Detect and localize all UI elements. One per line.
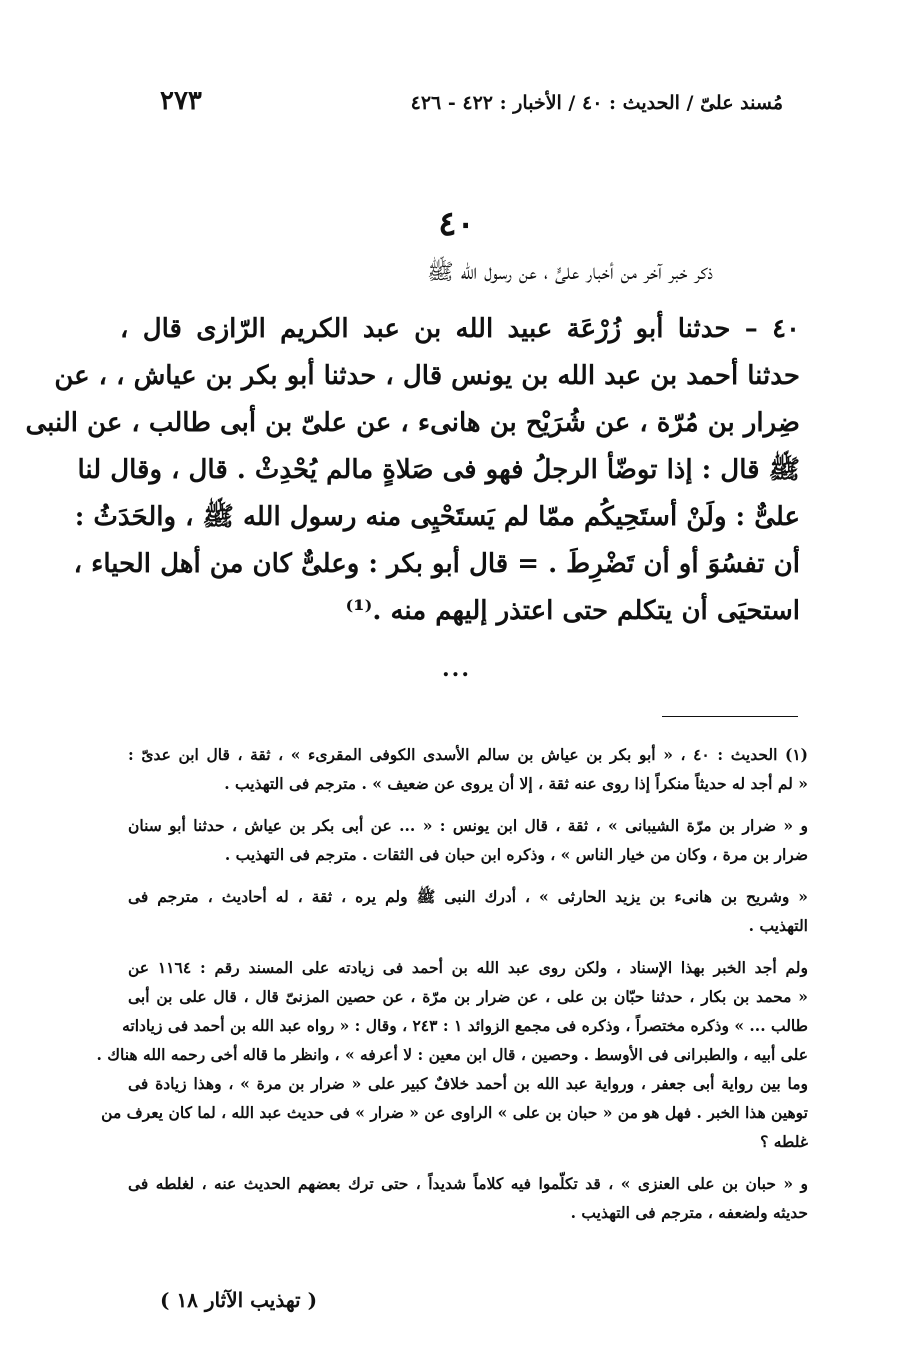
hadith-line: علىٌّ : ولَنْ أستَحِيكُم ممّا لم يَستَحْيِى منه رسول الله ﷺ ، والحَدَثُ : — [74, 502, 800, 532]
footnote-line: (١) الحديث : ٤٠ ، « أبو بكر بن عياش بن سالم الأسدى الكوفى المقرىء » ، ثقة ، قال ابن عدىّ : — [128, 745, 809, 764]
hadith-line: ٤٠ – حدثنا أبو زُرْعَة عبيد الله بن عبد الكريم الرّازى قال ، — [120, 314, 800, 344]
footnotes — [96, 740, 809, 1227]
footnote-line: « وشريح بن هانىء بن يزيد الحارثى » ، أدرك النبى ﷺ ولم يره ، ثقة ، له أحاديث ، مترجم فى — [128, 887, 808, 906]
footnote-line: توهين هذا الخبر . فهل هو من « حبان بن على » الراوى عن « ضرار » فى حديث عبد الله ، لما كان يعرف من — [101, 1103, 808, 1122]
footnote-line: وما بين رواية أبى جعفر ، ورواية عبد الله بن أحمد خلافٌ كبير على « ضرار بن مرة » ، وهذا زيادة فى — [128, 1074, 808, 1093]
running-title: مُسند علىّ / الحديث : ٤٠ / الأخبار : ٤٢٢ - ٤٢٦ — [410, 92, 783, 114]
hadith-text — [25, 306, 800, 635]
footnote-line: و « حبان بن على العنزى » ، قد تكلّموا فيه كلاماً شديداً ، حتى ترك بعضهم الحديث عنه ، لغلطه فى — [128, 1174, 808, 1193]
page-number: ٢٧٣ — [160, 86, 202, 116]
footnote-line: طالب ... » وذكره مختصراً ، وذكره فى مجمع الزوائد ١ : ٢٤٣ ، وقال : « رواه عبد الله بن أحمد فى زياداته — [122, 1016, 808, 1035]
footnote-divider — [662, 716, 798, 717]
hadith-line: ضِرار بن مُرّة ، عن شُرَيْح بن هانىء ، عن علىّ بن أبى طالب ، عن النبى — [25, 408, 800, 438]
footnote-line: « محمد بن بكار ، حدثنا حبّان بن على ، عن ضرار بن مرّة ، عن حصين المزنىّ قال ، قال على بن أبى — [128, 987, 808, 1006]
footnote-line: التهذيب . — [748, 916, 808, 935]
section-ellipsis: ... — [442, 656, 471, 682]
hadith-line: حدثنا أحمد بن عبد الله بن يونس قال ، حدثنا أبو بكر بن عياش ، ، عن — [54, 361, 800, 391]
printer-signature: ( تهذيب الآثار ١٨ ) — [160, 1288, 318, 1312]
footnote-line: حديثه ولضعفه ، مترجم فى التهذيب . — [570, 1203, 808, 1222]
footnote-line: غلطه ؟ — [760, 1132, 808, 1151]
hadith-line: ﷺ قال : إذا توضّأ الرجلُ فهو فى صَلاةٍ مالم يُحْدِثْ . قال ، وقال لنا — [77, 455, 800, 485]
footnote-line: على أبيه ، والطبرانى فى الأوسط . وحصين ، قال ابن معين : لا أعرفه » ، وانظر ما قاله أخى رحمه الله هناك . — [96, 1045, 808, 1064]
hadith-line: أن تفسُوَ أو أن تَضْرِطَ . = قال أبو بكر : وعلىٌّ كان من أهل الحياء ، — [73, 549, 800, 579]
footnote-line: و « ضرار بن مرّة الشيبانى » ، ثقة ، قال ابن يونس : « ... عن أبى بكر بن عياش ، حدثنا أبو سنان — [128, 816, 808, 835]
footnote-line: ضرار بن مرة ، وكان من خيار الناس » ، وذكره ابن حبان فى الثقات . مترجم فى التهذيب . — [224, 845, 808, 864]
footnote-line: ولم أجد الخبر بهذا الإسناد ، ولكن روى عبد الله بن أحمد فى زيادته على المسند رقم : ١١٦٤ عن — [128, 958, 808, 977]
hadith-line: استحيَى أن يتكلم حتى اعتذر إليهم منه .⁽¹⁾ — [345, 596, 800, 626]
footnote-line: « لم أجد له حديثاً منكراً إذا روى عنه ثقة ، إلا أن يروى عن ضعيف » . مترجم فى التهذيب . — [224, 774, 808, 793]
hadith-number: ٤٠ — [438, 204, 475, 244]
section-heading: ذكر خبر آخر من أخبار علىٍّ ، عن رسول الله ﷺ — [427, 260, 713, 285]
